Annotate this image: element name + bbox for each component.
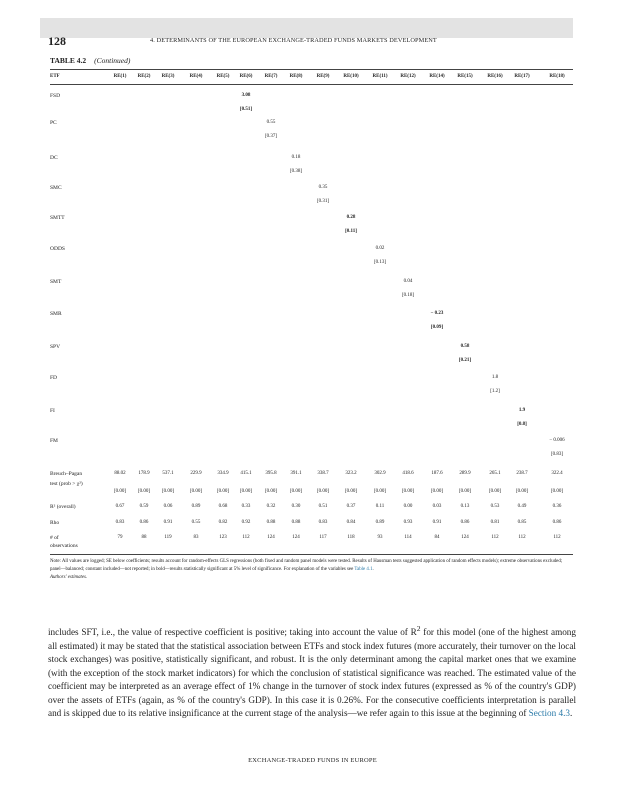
r2-cell: 0.68 [218, 504, 228, 509]
row-label-fi: FI [50, 408, 55, 414]
bp-prob-cell: [0.00] [161, 489, 175, 494]
obs-cell: 79 [117, 535, 123, 540]
rho-cell: 0.93 [403, 520, 413, 525]
bp-stat-cell: 391.1 [290, 471, 302, 476]
table-note-text: Note: All values are logged; SE below coefficients; results account for random-effects GLS regressions (both fixed and random panel models were tested. Results of Hausman tests suggested application of random effects models); extreme observations excluded; panel—balanced; constant included—not reported; in bold—results statistically significant at 5% level of significance. For explanation of the variables see [50, 559, 563, 572]
row-label-observations-cont: observations [50, 543, 78, 549]
column-header-re9: RE(9) [316, 74, 330, 79]
column-header-re5: RE(5) [216, 74, 230, 79]
se-dc: [0.38] [289, 169, 303, 174]
column-header-re17: RE(17) [514, 74, 530, 79]
r2-cell: 0.13 [460, 504, 470, 509]
r2-cell: 0.67 [115, 504, 125, 509]
row-label-smtt: SMTT [50, 215, 65, 221]
column-header-re1: RE(1) [113, 74, 127, 79]
bp-stat-cell: 289.9 [459, 471, 471, 476]
r2-cell: 0.36 [552, 504, 562, 509]
bp-prob-cell: [0.00] [289, 489, 303, 494]
coef-odds: 0.02 [375, 246, 385, 251]
bp-stat-cell: 323.2 [345, 471, 357, 476]
running-head: 4. DETERMINANTS OF THE EUROPEAN EXCHANGE-TRADED FUNDS MARKETS DEVELOPMENT [150, 37, 437, 44]
page-number: 128 [48, 34, 66, 48]
body-text-part-1: includes SFT, i.e., the value of respective coefficient is positive; taking into account the value of R [48, 627, 417, 638]
r2-cell: 0.33 [241, 504, 251, 509]
table-bottom-rule [50, 554, 573, 555]
obs-cell: 83 [193, 535, 199, 540]
bp-prob-cell: [0.00] [401, 489, 415, 494]
coef-fsd: 3.08 [241, 93, 251, 98]
obs-cell: 119 [164, 535, 172, 540]
bp-prob-cell: [0.00] [430, 489, 444, 494]
obs-cell: 124 [267, 535, 275, 540]
table-note [50, 558, 572, 581]
rho-cell: 0.83 [318, 520, 328, 525]
obs-cell: 124 [461, 535, 469, 540]
obs-cell: 118 [347, 535, 355, 540]
r2-cell: 0.06 [163, 504, 173, 509]
obs-cell: 84 [434, 535, 440, 540]
section-link[interactable]: Section 4.3 [528, 708, 571, 719]
rho-cell: 0.85 [517, 520, 527, 525]
r2-cell: 0.11 [375, 504, 385, 509]
bp-prob-cell: [0.00] [216, 489, 230, 494]
se-smr: [0.09] [430, 325, 444, 330]
r2-cell: 0.37 [346, 504, 356, 509]
table-header-rule [50, 84, 573, 85]
obs-cell: 88 [141, 535, 147, 540]
row-label-fm: FM [50, 438, 58, 444]
obs-cell: 112 [491, 535, 499, 540]
row-label-breusch-pagan: Breuch–Pagan [50, 471, 83, 477]
obs-cell: 112 [242, 535, 250, 540]
page-footer: EXCHANGE-TRADED FUNDS IN EUROPE [248, 757, 377, 764]
column-header-re2: RE(2) [137, 74, 151, 79]
coef-smt: 0.04 [403, 279, 413, 284]
coef-fi: 1.9 [518, 408, 526, 413]
coef-pc: 0.55 [266, 120, 276, 125]
row-label-pc: PC [50, 120, 57, 126]
coef-fm: − 0.006 [549, 438, 565, 443]
bp-prob-cell: [0.00] [137, 489, 151, 494]
bp-prob-cell: [0.00] [113, 489, 127, 494]
body-text-part-3: . [570, 708, 573, 719]
rho-cell: 0.92 [241, 520, 251, 525]
bp-stat-cell: 88.02 [114, 471, 126, 476]
bp-prob-cell: [0.00] [239, 489, 253, 494]
table-caption-continued: (Continued) [94, 56, 131, 65]
rho-cell: 0.89 [375, 520, 385, 525]
rho-cell: 0.82 [218, 520, 228, 525]
table-note-end: . [372, 566, 374, 572]
bp-stat-cell: 302.9 [374, 471, 386, 476]
rho-cell: 0.84 [346, 520, 356, 525]
bp-stat-cell: 238.7 [516, 471, 528, 476]
row-label-smr: SMR [50, 311, 62, 317]
obs-cell: 112 [518, 535, 526, 540]
bp-stat-cell: 338.7 [317, 471, 329, 476]
body-superscript: 2 [416, 624, 421, 633]
bp-stat-cell: 187.6 [431, 471, 443, 476]
table-top-rule [50, 69, 573, 70]
r2-cell: 0.51 [318, 504, 328, 509]
column-header-re18: RE(18) [549, 74, 565, 79]
rho-cell: 0.55 [191, 520, 201, 525]
table-caption [50, 56, 130, 65]
se-pc: [0.37] [264, 134, 278, 139]
bp-stat-cell: 322.4 [551, 471, 563, 476]
bp-prob-cell: [0.00] [344, 489, 358, 494]
column-header-re6: RE(6) [239, 74, 253, 79]
row-label-fd: FD [50, 375, 58, 381]
se-fm: [0.83] [550, 452, 564, 457]
column-header-re10: RE(10) [343, 74, 359, 79]
r2-cell: 0.00 [403, 504, 413, 509]
row-label-breusch-pagan-test: test (prob > χ²) [50, 481, 83, 487]
bp-prob-cell: [0.00] [264, 489, 278, 494]
obs-cell: 112 [553, 535, 561, 540]
rho-cell: 0.81 [490, 520, 500, 525]
rho-cell: 0.91 [432, 520, 442, 525]
bp-stat-cell: 418.6 [402, 471, 414, 476]
r2-cell: 0.49 [517, 504, 527, 509]
obs-cell: 117 [319, 535, 327, 540]
se-fi: [0.8] [517, 422, 527, 427]
se-smt: [0.18] [401, 293, 415, 298]
se-spv: [0.21] [458, 358, 472, 363]
coef-fd: 1.8 [491, 375, 499, 380]
rho-cell: 0.88 [291, 520, 301, 525]
rho-cell: 0.88 [266, 520, 276, 525]
body-text-part-2: for this model (one of the highest among all estimated) it may be stated that the statistical association between ETFs and stock index futures (more accurately, their turnover on the local stock exchanges) was positive, statistically significant, and robust. It is the only determinant among the capital market ones that we examine (with the exception of the stock market indicators) for which the conclusion of statistical significance was reached. The estimated value of the coefficient may be interpreted as an average effect of 1% change in the turnover of stock index futures (expressed as % of the country's GDP) over the assets of ETFs (again, as % of the country's GDP). In this case it is 0.26%. For the consecutive coefficients interpretation is parallel and is skipped due to its relative insignificance at the current stage of the analysis—we refer again to this issue at the beginning of [48, 627, 576, 719]
page-header-band [40, 18, 573, 38]
bp-stat-cell: 334.9 [217, 471, 229, 476]
se-fd: [1.2] [490, 389, 500, 394]
r2-cell: 0.53 [490, 504, 500, 509]
body-paragraph [48, 622, 576, 721]
bp-prob-cell: [0.00] [550, 489, 564, 494]
row-label-dc: DC [50, 155, 58, 161]
column-header-re16: RE(16) [487, 74, 503, 79]
obs-cell: 93 [377, 535, 383, 540]
bp-stat-cell: 395.8 [265, 471, 277, 476]
row-label-smc: SMC [50, 185, 62, 191]
column-header-re8: RE(8) [289, 74, 303, 79]
row-label-observations: # of [50, 535, 59, 541]
coef-smc: 0.35 [318, 185, 328, 190]
row-label-odds: ODDS [50, 246, 65, 252]
bp-stat-cell: 415.1 [240, 471, 252, 476]
rho-cell: 0.83 [115, 520, 125, 525]
row-label-fsd: FSD [50, 93, 61, 99]
column-header-re4: RE(4) [189, 74, 203, 79]
column-header-re3: RE(3) [161, 74, 175, 79]
rho-cell: 0.86 [139, 520, 149, 525]
bp-prob-cell: [0.00] [488, 489, 502, 494]
column-header-re15: RE(15) [457, 74, 473, 79]
row-label-r2: R² (overall) [50, 504, 76, 510]
obs-cell: 123 [219, 535, 227, 540]
table-source: Authors' estimates. [50, 574, 88, 580]
r2-cell: 0.03 [432, 504, 442, 509]
se-fsd: [0.51] [239, 107, 253, 112]
bp-prob-cell: [0.00] [189, 489, 203, 494]
obs-cell: 124 [292, 535, 300, 540]
rho-cell: 0.91 [163, 520, 173, 525]
table-caption-label: TABLE 4.2 [50, 56, 87, 65]
column-header-re7: RE(7) [264, 74, 278, 79]
r2-cell: 0.32 [266, 504, 276, 509]
column-header-re14: RE(14) [429, 74, 445, 79]
r2-cell: 0.59 [139, 504, 149, 509]
se-odds: [0.13] [373, 260, 387, 265]
r2-cell: 0.89 [191, 504, 201, 509]
r2-cell: 0.30 [291, 504, 301, 509]
column-header-re11: RE(11) [372, 74, 388, 79]
coef-smtt: 0.28 [346, 215, 356, 220]
obs-cell: 114 [404, 535, 412, 540]
se-smc: [0.31] [316, 199, 330, 204]
bp-stat-cell: 229.9 [190, 471, 202, 476]
coef-spv: 0.58 [460, 344, 470, 349]
table-note-link[interactable]: Table 4.1 [354, 566, 373, 572]
coef-dc: 0.18 [291, 155, 301, 160]
rho-cell: 0.86 [552, 520, 562, 525]
bp-prob-cell: [0.00] [515, 489, 529, 494]
bp-stat-cell: 178.9 [138, 471, 150, 476]
column-header-etf: ETF [50, 74, 60, 79]
coef-smr: − 0.23 [430, 311, 444, 316]
row-label-spv: SPV [50, 344, 61, 350]
se-smtt: [0.11] [345, 229, 357, 234]
column-header-re12: RE(12) [400, 74, 416, 79]
bp-prob-cell: [0.00] [373, 489, 387, 494]
rho-cell: 0.86 [460, 520, 470, 525]
row-label-rho: Rho [50, 520, 60, 526]
bp-stat-cell: 265.1 [489, 471, 501, 476]
bp-prob-cell: [0.00] [458, 489, 472, 494]
row-label-smt: SMT [50, 279, 62, 285]
bp-prob-cell: [0.00] [316, 489, 330, 494]
bp-stat-cell: 537.1 [162, 471, 174, 476]
